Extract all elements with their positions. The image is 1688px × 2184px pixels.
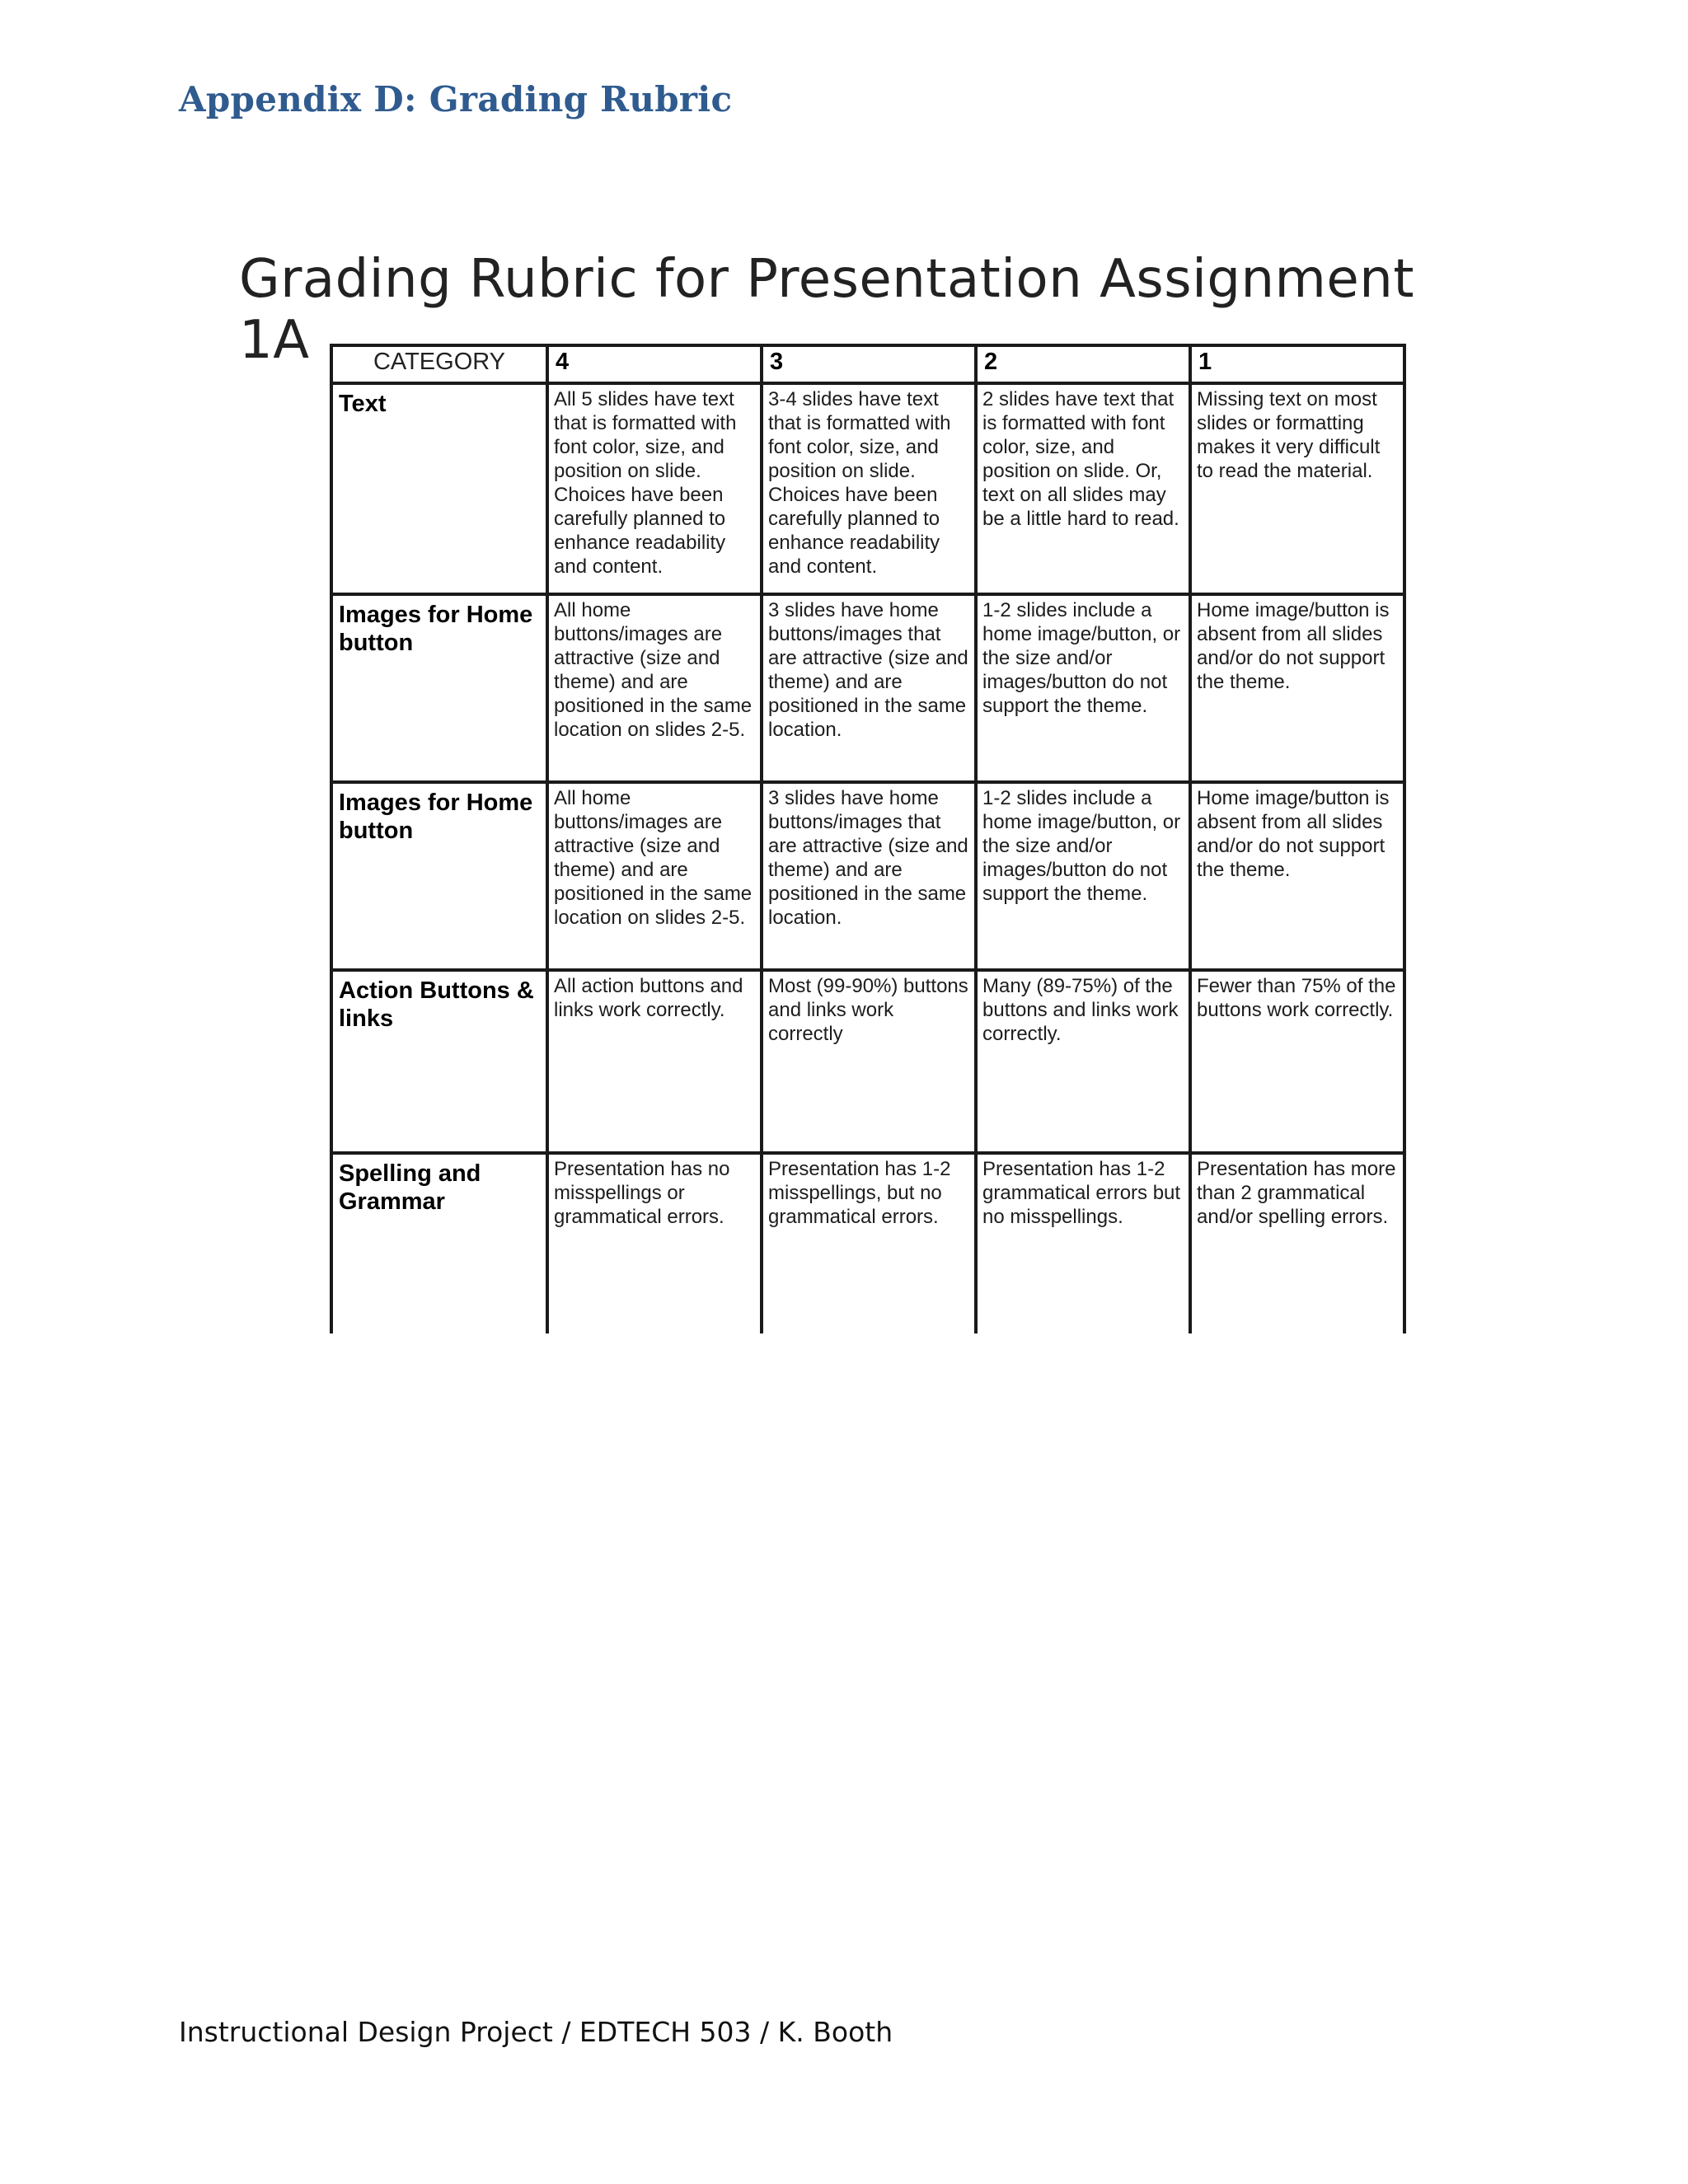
column-header-score-2: 2 — [976, 345, 1190, 383]
category-cell: Spelling and Grammar — [331, 1153, 547, 1333]
table-header-row — [331, 345, 1404, 383]
table-row — [331, 1153, 1404, 1333]
rubric-title: Grading Rubric for Presentation Assignment 1A — [239, 249, 1414, 371]
criteria-cell: Many (89-75%) of the buttons and links work correctly. — [976, 970, 1190, 1153]
criteria-cell: Presentation has more than 2 grammatical and/or spelling errors. — [1190, 1153, 1404, 1333]
table-row — [331, 383, 1404, 594]
criteria-cell: All home buttons/images are attractive (size and theme) and are positioned in the same location on slides 2-5. — [547, 782, 762, 970]
criteria-cell: All home buttons/images are attractive (size and theme) and are positioned in the same location on slides 2-5. — [547, 594, 762, 782]
criteria-cell: 3-4 slides have text that is formatted with font color, size, and position on slide. Choices have been carefully planned to enhance readability and content. — [762, 383, 976, 594]
table-row — [331, 594, 1404, 782]
rubric-table — [330, 344, 1406, 1333]
criteria-cell: All 5 slides have text that is formatted with font color, size, and position on slide. Choices have been carefully planned to enhance readability and content. — [547, 383, 762, 594]
criteria-cell: Presentation has 1-2 grammatical errors but no misspellings. — [976, 1153, 1190, 1333]
criteria-cell: Presentation has 1-2 misspellings, but no grammatical errors. — [762, 1153, 976, 1333]
criteria-cell: All action buttons and links work correctly. — [547, 970, 762, 1153]
criteria-cell: Most (99-90%) buttons and links work correctly — [762, 970, 976, 1153]
category-cell: Text — [331, 383, 547, 594]
category-cell: Action Buttons & links — [331, 970, 547, 1153]
criteria-cell: 1-2 slides include a home image/button, or the size and/or images/button do not support the theme. — [976, 782, 1190, 970]
criteria-cell: 3 slides have home buttons/images that are attractive (size and theme) and are positioned in the same location. — [762, 594, 976, 782]
criteria-cell: 1-2 slides include a home image/button, or the size and/or images/button do not support the theme. — [976, 594, 1190, 782]
column-header-score-3: 3 — [762, 345, 976, 383]
category-cell: Images for Home button — [331, 594, 547, 782]
criteria-cell: 3 slides have home buttons/images that are attractive (size and theme) and are positioned in the same location. — [762, 782, 976, 970]
table-row — [331, 782, 1404, 970]
appendix-heading: Appendix D: Grading Rubric — [179, 79, 733, 120]
criteria-cell: Missing text on most slides or formatting makes it very difficult to read the material. — [1190, 383, 1404, 594]
column-header-category: CATEGORY — [331, 345, 547, 383]
category-cell: Images for Home button — [331, 782, 547, 970]
criteria-cell: Fewer than 75% of the buttons work correctly. — [1190, 970, 1404, 1153]
rubric-figure — [239, 231, 1475, 1302]
column-header-score-1: 1 — [1190, 345, 1404, 383]
table-row — [331, 970, 1404, 1153]
page-footer: Instructional Design Project / EDTECH 503 / K. Booth — [179, 2016, 893, 2048]
criteria-cell: Presentation has no misspellings or grammatical errors. — [547, 1153, 762, 1333]
column-header-score-4: 4 — [547, 345, 762, 383]
criteria-cell: 2 slides have text that is formatted with font color, size, and position on slide. Or, text on all slides may be a little hard to read. — [976, 383, 1190, 594]
criteria-cell: Home image/button is absent from all slides and/or do not support the theme. — [1190, 594, 1404, 782]
criteria-cell: Home image/button is absent from all slides and/or do not support the theme. — [1190, 782, 1404, 970]
